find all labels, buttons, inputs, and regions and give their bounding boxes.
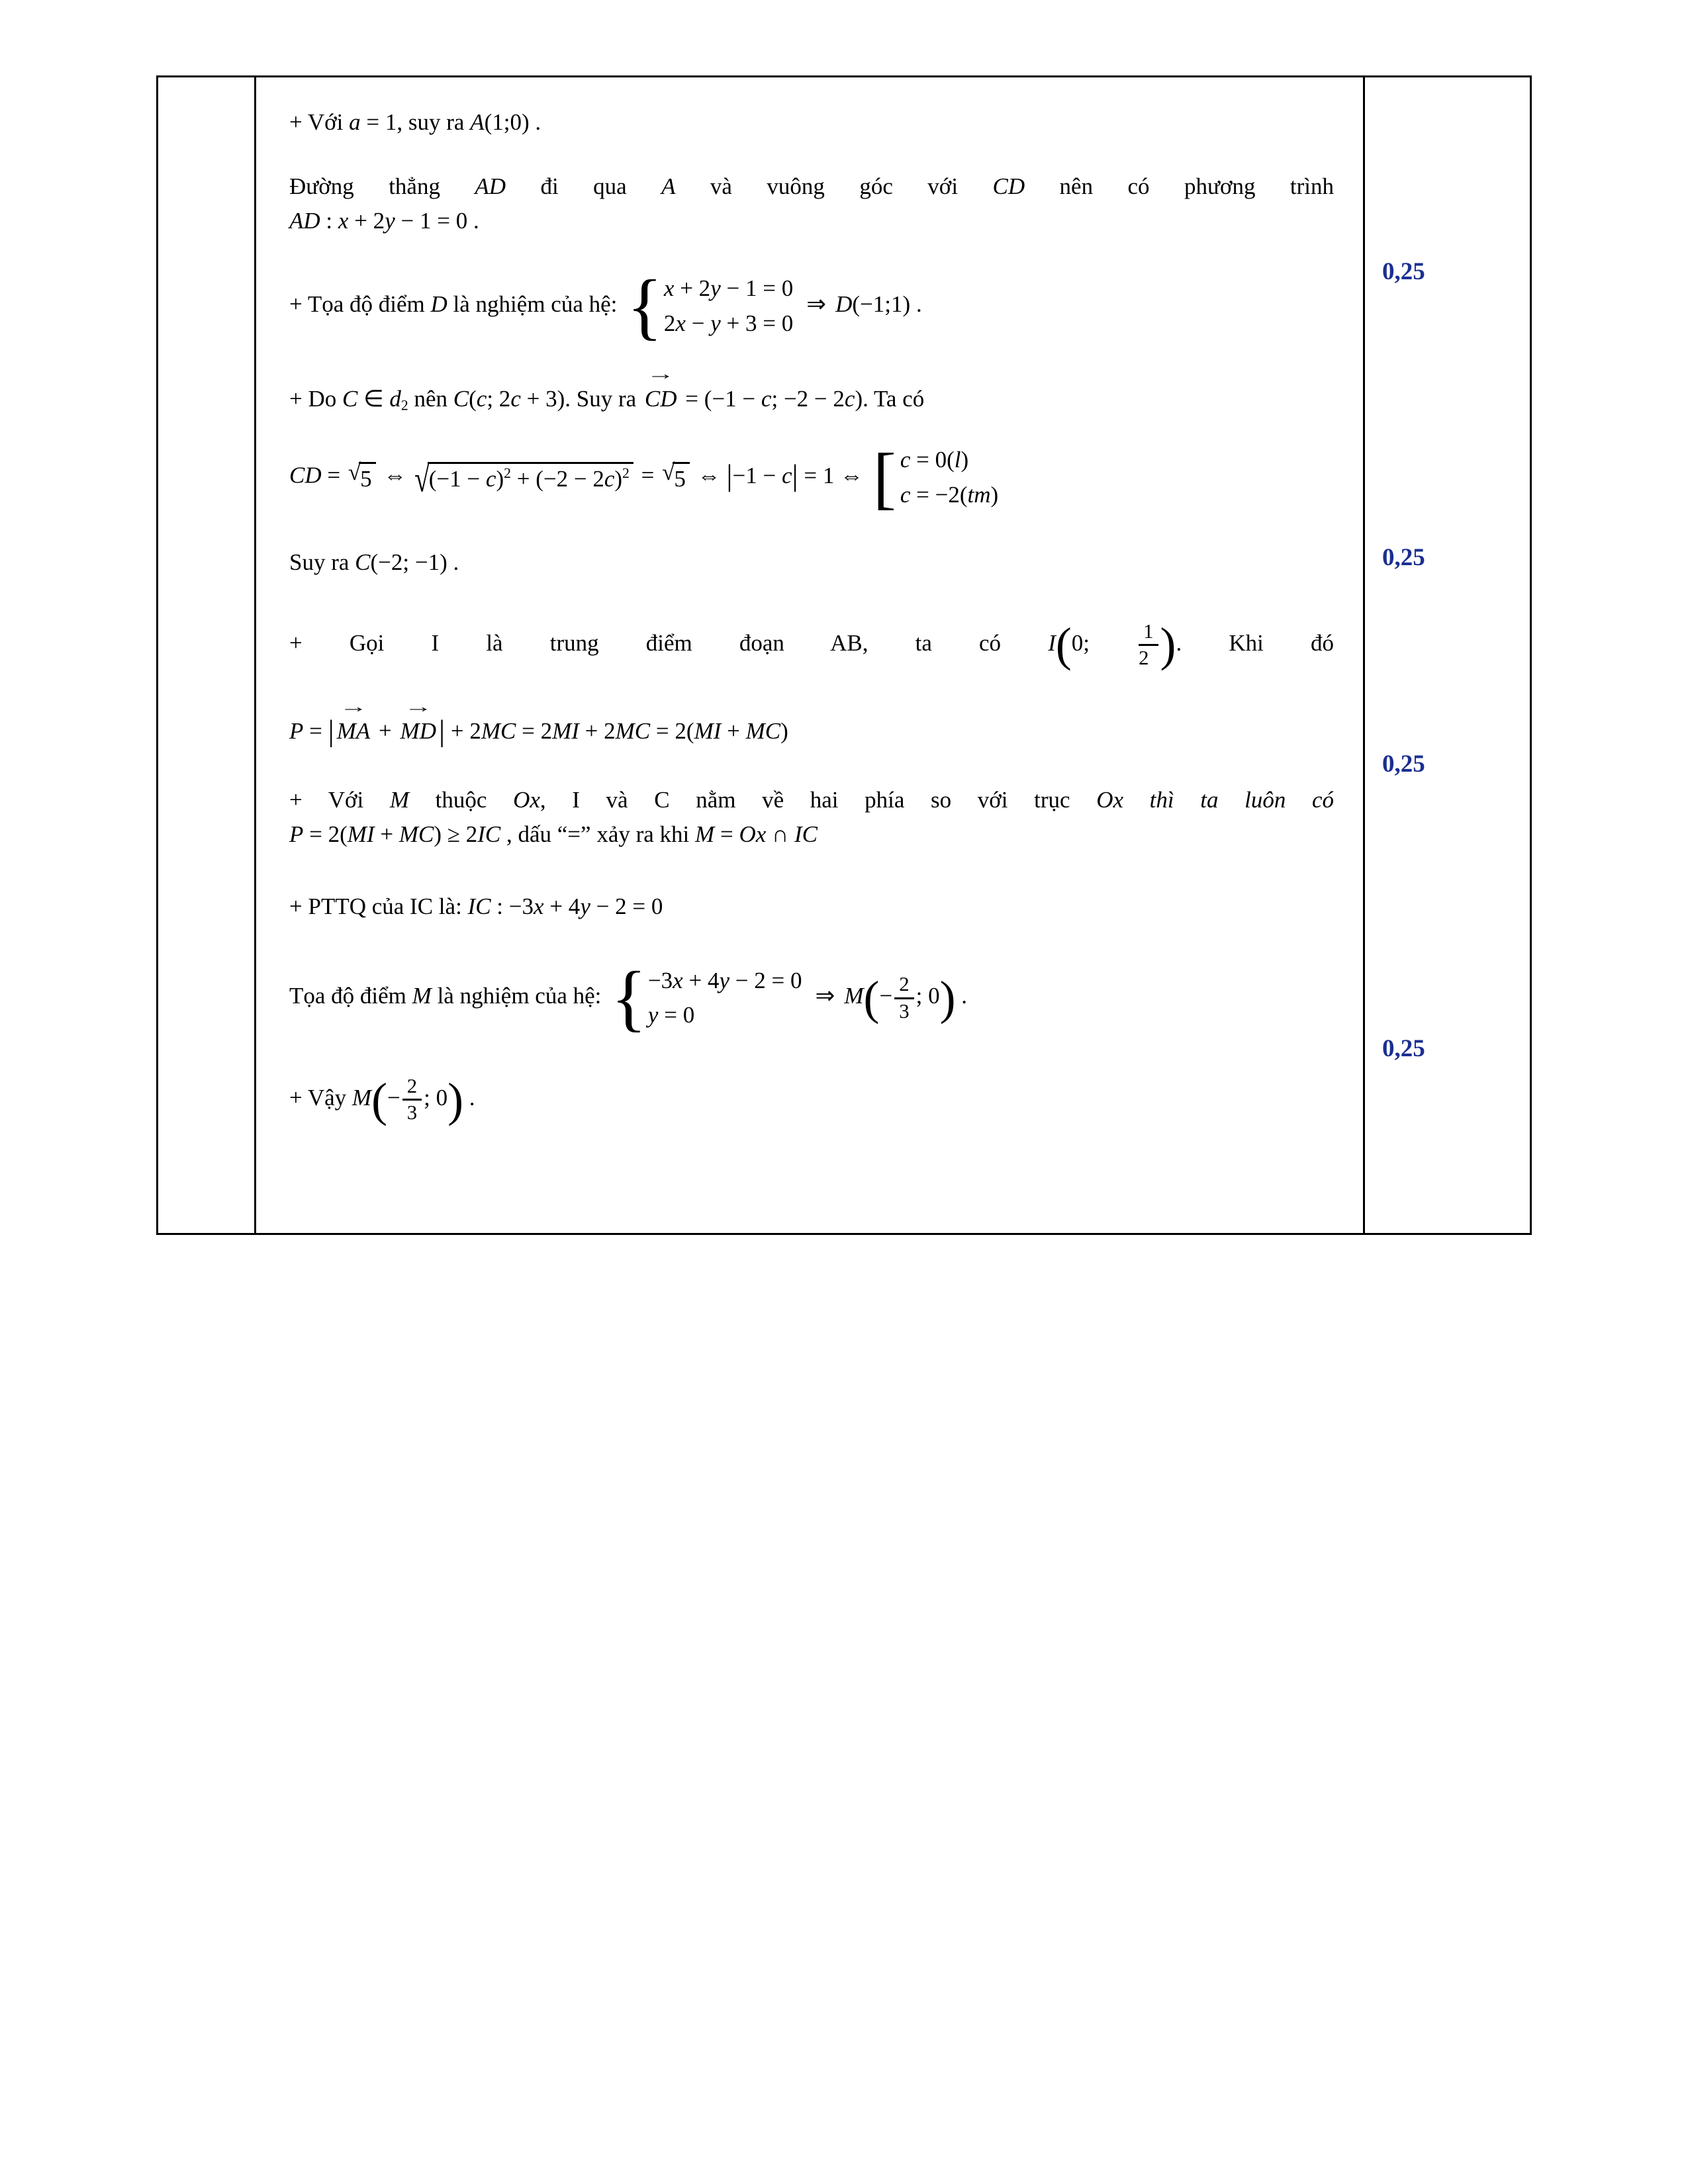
solution-step-3: [289, 265, 1334, 347]
vector-name: MD: [400, 717, 436, 744]
step-5-text-b: ⇔: [377, 462, 413, 488]
step-7-text-b: . Khi đó: [1176, 629, 1334, 656]
radicand-2: $(-1 - c)^2 + (-2 - 2c)^2$: [428, 462, 633, 494]
step-5-text-a: CD =: [289, 462, 346, 488]
system-brace-icon: {: [611, 957, 647, 1040]
step-8-text-b: | + 2MC = 2MI + 2MC = 2(MI + MC): [438, 713, 788, 748]
cases-bracket-icon: [: [872, 439, 896, 516]
system-2-equation-2: y = 0: [647, 1002, 695, 1028]
solution-step-5: [289, 439, 1334, 516]
step-3-label: + Tọa độ điểm D là nghiệm của hệ:: [289, 291, 624, 317]
fraction-1-2: [1139, 620, 1158, 670]
vector-MA: [336, 698, 371, 749]
implies-arrow-icon: ⇒: [815, 982, 835, 1009]
equation-system-2: [611, 957, 802, 1040]
solution-step-4: [289, 365, 1334, 417]
question-number-column: [158, 77, 256, 1233]
fraction-numerator: 2: [402, 1075, 422, 1101]
radical-icon: √: [348, 459, 361, 485]
step-11-inner: −: [879, 983, 893, 1009]
case-2: c = −2(tm): [900, 481, 999, 508]
radicand-3: 5: [673, 462, 690, 494]
step-11-end: ; 0: [915, 983, 940, 1009]
step-12-end: ; 0: [424, 1085, 448, 1111]
step-12-dot: .: [463, 1085, 475, 1111]
step-5-text-c: =: [635, 462, 661, 488]
step-11-label: Tọa độ điểm M là nghiệm của hệ:: [289, 983, 608, 1009]
score-badge-1: 0,25: [1382, 258, 1425, 285]
vector-MD: [400, 698, 436, 749]
fraction-numerator: 1: [1139, 620, 1158, 646]
equation-system-1: [627, 265, 794, 347]
step-12-inner: −: [387, 1085, 400, 1111]
solution-step-8: [289, 699, 1334, 753]
solution-step-9-line-1: + Với M thuộc Ox, I và C nằm về hai phía so với trục Ox thì ta luôn có: [289, 786, 1334, 813]
solution-step-2-line-2: AD : x + 2y − 1 = 0 .: [289, 208, 479, 234]
vector-CD: [644, 365, 677, 417]
step-3-result: D(−1;1) .: [835, 291, 922, 317]
system-1-equations: [664, 271, 793, 341]
step-11-dot: .: [955, 983, 967, 1009]
vector-name: CD: [644, 385, 677, 412]
step-11-result: M: [844, 983, 864, 1009]
step-7-text-a: + Gọi I là trung điểm đoạn AB, ta có I: [289, 629, 1056, 656]
system-2-equation-1: −3x + 4y − 2 = 0: [647, 967, 802, 993]
fraction-numerator: 2: [894, 973, 914, 999]
cases-bracket-group: [872, 439, 999, 516]
radical-icon: √: [414, 458, 430, 500]
radical-icon: √: [662, 459, 675, 485]
score-badge-2: 0,25: [1382, 544, 1425, 571]
case-1: c = 0(l): [900, 447, 969, 473]
step-4-text-b: = (−1 − c; −2 − 2c). Ta có: [679, 385, 925, 412]
step-8-text-a: P = |: [289, 713, 334, 748]
solution-step-11: Tọa độ điểm M là nghiệm của hệ: { −3x + 4y − 2 = 0 y = 0 ⇒ M(− $\frac{2}{3}$ ; 0) .: [289, 957, 967, 1040]
square-root-2: [414, 458, 633, 500]
fraction-denominator: 3: [899, 999, 910, 1023]
solution-step-12: + Vậy M(− $\frac{2}{3}$ ; 0) .: [289, 1073, 475, 1126]
radicand-1: 5: [359, 462, 376, 494]
solution-column: [256, 77, 1363, 1233]
vector-arrow-icon: →: [339, 698, 368, 716]
system-brace-icon: {: [627, 265, 663, 347]
cases-rows: [900, 443, 998, 512]
vector-name: MA: [336, 717, 371, 744]
answer-table: [156, 75, 1532, 1235]
step-5-text-d: ⇔ |−1 − c| = 1 ⇔: [691, 458, 869, 492]
solution-step-2-line-1: Đường thẳng AD đi qua A và vuông góc với CD nên có phương trình: [289, 173, 1334, 199]
implies-arrow-icon: ⇒: [806, 290, 827, 317]
solution-step-9-line-2: P = 2(MI + MC) ≥ 2IC , dấu “=” xảy ra khi M = Ox ∩ IC: [289, 821, 818, 848]
solution-step-2: [289, 169, 1334, 239]
score-badge-4: 0,25: [1382, 1035, 1425, 1062]
fraction-2-3: [894, 973, 914, 1023]
solution-step-10: + PTTQ của IC là: IC : −3x + 4y − 2 = 0: [289, 893, 663, 919]
solution-step-9: [289, 783, 1334, 852]
step-4-text-a: + Do C ∈ d2 nên C(c; 2c + 3). Suy ra: [289, 385, 642, 413]
square-root-1: [348, 459, 376, 494]
score-badge-3: 0,25: [1382, 751, 1425, 778]
step-8-mid: +: [373, 717, 398, 744]
system-2-equations: [648, 964, 802, 1033]
step-7-inner: 0;: [1071, 629, 1137, 656]
fraction-denominator: 3: [406, 1101, 418, 1124]
vector-arrow-icon: →: [404, 698, 433, 716]
fraction-2-3: [402, 1075, 422, 1125]
square-root-3: [662, 459, 690, 494]
score-column: [1363, 77, 1530, 1233]
fraction-denominator: 2: [1139, 646, 1149, 669]
vector-arrow-icon: →: [646, 365, 675, 384]
system-1-equation-2: 2x − y + 3 = 0: [663, 310, 794, 336]
system-1-equation-1: x + 2y − 1 = 0: [663, 275, 794, 301]
solution-step-7: + Gọi I là trung điểm đoạn AB, ta có I(0; $\frac{1}{2}$ ). Khi đó: [289, 618, 1334, 672]
step-12-text: + Vậy M: [289, 1085, 372, 1111]
solution-step-6: Suy ra C(−2; −1) .: [289, 549, 459, 575]
solution-step-1: + Với a = 1, suy ra A(1;0) .: [289, 109, 541, 135]
